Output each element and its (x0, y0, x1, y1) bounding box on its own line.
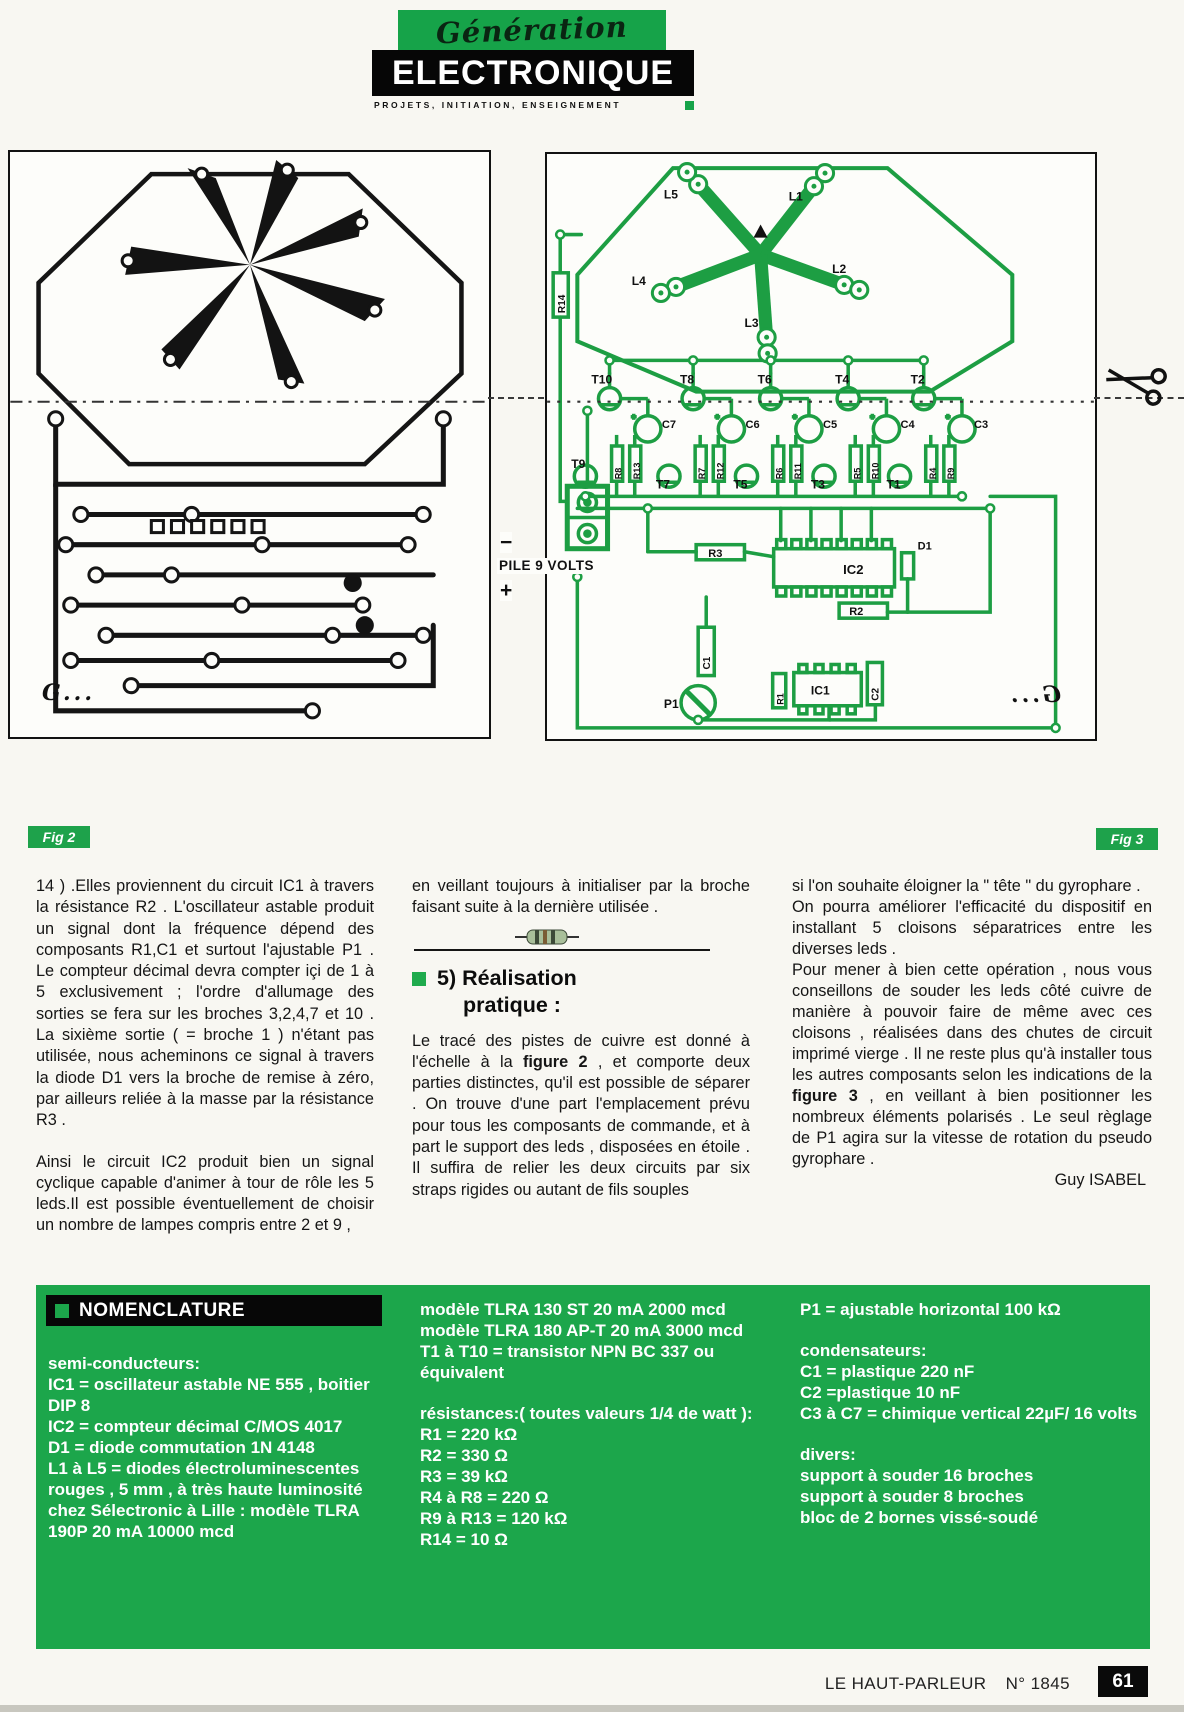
battery-minus-sign: − (500, 531, 513, 554)
nomenclature-item: IC2 = compteur décimal C/MOS 4017 (48, 1417, 343, 1436)
battery-label: PILE 9 VOLTS (499, 558, 595, 573)
fig3-caption: Fig 3 (1096, 828, 1158, 850)
page-number-badge: 61 (1098, 1666, 1148, 1697)
nomenclature-item: condensateurs: (800, 1341, 927, 1360)
nomenclature-panel (36, 1285, 1150, 1649)
component-label-r5: R5 (852, 467, 863, 480)
cut-line-segment (488, 397, 544, 399)
nomenclature-item: R2 = 330 Ω (420, 1446, 508, 1465)
component-label-c2: C2 (870, 687, 882, 701)
masthead-script-banner (398, 10, 666, 50)
component-label-l5: L5 (663, 187, 679, 202)
figure-reference: figure 3 (792, 1087, 858, 1105)
nomenclature-item: divers: (800, 1445, 856, 1464)
footer-journal-line (640, 1674, 1070, 1694)
component-label-t3: T3 (810, 477, 826, 492)
nomenclature-spacer (800, 1424, 1142, 1444)
component-label-ic1: IC1 (810, 683, 830, 698)
component-label-c1: C1 (702, 656, 714, 670)
green-square-bullet-icon (412, 972, 426, 986)
component-label-r6: R6 (774, 467, 785, 480)
author-byline: Guy ISABEL (1054, 1171, 1146, 1189)
paragraph: On pourra améliorer l'efficacité du dispositif en installant 5 cloisons séparatrices entre les diverses leds . (792, 898, 1152, 958)
battery-plus-sign: + (500, 579, 513, 602)
issue-number: N° 1845 (1005, 1674, 1070, 1693)
nomenclature-header (46, 1295, 382, 1326)
component-label-t7: T7 (655, 477, 670, 492)
component-label-r10: R10 (870, 462, 881, 480)
component-label-l1: L1 (788, 189, 803, 204)
component-label-p1: P1 (663, 696, 679, 711)
fig3-component-artwork (547, 154, 1095, 739)
nomenclature-column-3 (800, 1299, 1142, 1528)
component-label-d1: D1 (917, 540, 932, 553)
component-label-c4: C4 (900, 418, 915, 431)
masthead-square-icon (685, 101, 694, 110)
component-label-r3: R3 (708, 547, 723, 560)
paragraph: 14 ) .Elles proviennent du circuit IC1 à travers la résistance R2 . L'oscillateur astable produit un signal dont la fréquence dépend des composants R1,C1 et surtout l'ajustable P1 . Le compteur décimal devra compter içi de 1 à 5 exclusivement ; l'ordre d'allumage des sorties se fera sur les broches 3,2,4,7 et 10 . La sixième sortie ( = broche 1 ) n'étant pas utilisée, nous acheminons ce signal à travers la diode D1 vers la broche de remise à zéro, par ailleurs reliée à la masse par la résistance R3 . (36, 877, 374, 1130)
component-label-c6: C6 (745, 418, 760, 431)
section-divider-rule (414, 949, 710, 951)
scissors-icon (1099, 353, 1173, 416)
article-column-3 (792, 876, 1152, 1191)
component-label-ic2: IC2 (843, 561, 864, 577)
article-column-1 (36, 876, 374, 1237)
nomenclature-item: R4 à R8 = 220 Ω (420, 1488, 549, 1507)
component-label-r9: R9 (945, 467, 956, 480)
nomenclature-item: support à souder 16 broches (800, 1466, 1034, 1485)
component-label-r7: R7 (697, 467, 708, 480)
masthead-tagline: PROJETS, INITIATION, ENSEIGNEMENT (374, 100, 622, 110)
section-heading-line2: pratique : (463, 992, 561, 1017)
journal-name: LE HAUT-PARLEUR (824, 1674, 987, 1693)
nomenclature-item: bloc de 2 bornes vissé-soudé (800, 1508, 1039, 1527)
component-label-r1: R1 (775, 693, 786, 705)
component-label-r8: R8 (613, 467, 624, 480)
component-label-r14: R14 (557, 294, 569, 314)
component-label-t4: T4 (835, 372, 850, 387)
paragraph: si l'on souhaite éloigner la " tête " du gyrophare . (792, 877, 1141, 895)
component-label-l3: L3 (744, 316, 759, 331)
nomenclature-item: D1 = diode commutation 1N 4148 (48, 1438, 315, 1457)
paragraph (792, 960, 1152, 1170)
nomenclature-item: IC1 = oscillateur astable NE 555 , boitier DIP 8 (48, 1375, 370, 1415)
green-square-bullet-icon (55, 1304, 69, 1318)
nomenclature-spacer (420, 1383, 776, 1403)
paragraph: en veillant toujours à initialiser par la broche faisant suite à la dernière utilisée . (412, 877, 750, 917)
nomenclature-column-2 (420, 1299, 776, 1550)
section-heading (412, 965, 750, 1019)
section-heading-line1: 5) Réalisation (437, 965, 577, 990)
nomenclature-item: L1 à L5 = diodes électroluminescentes rouges , 5 mm , à très haute luminosité chez Sélectronic à Lille : modèle TLRA 190P 20 mA 10000 mcd (48, 1459, 363, 1541)
nomenclature-column-1 (48, 1353, 396, 1542)
component-label-c5: C5 (823, 418, 838, 431)
scan-edge-shadow (0, 1705, 1184, 1712)
component-label-t1: T1 (886, 477, 901, 492)
article-column-2 (412, 876, 750, 1201)
masthead-tagline-row (374, 100, 694, 110)
nomenclature-item: R3 = 39 kΩ (420, 1467, 508, 1486)
paragraph-text: , en veillant à bien positionner les nombreux éléments polarisés . Le seul règlage de P1 agira sur la vitesse de rotation du pseudo gyrophare . (792, 1087, 1152, 1168)
masthead-title: ELECTRONIQUE (372, 50, 694, 96)
component-label-r13: R13 (631, 462, 642, 480)
figure-reference: figure 2 (522, 1052, 588, 1071)
paragraph-text: Le tracé des pistes de cuivre est donné à l'échelle à la (412, 1031, 750, 1071)
nomenclature-item: support à souder 8 broches (800, 1487, 1024, 1506)
component-label-t8: T8 (680, 372, 695, 387)
nomenclature-spacer (800, 1320, 1142, 1340)
component-label-t9: T9 (571, 457, 586, 472)
pcb-figure-2 (8, 150, 491, 739)
component-label-t5: T5 (733, 477, 748, 492)
nomenclature-item: T1 à T10 = transistor NPN BC 337 ou équivalent (420, 1342, 715, 1382)
component-label-r2: R2 (849, 606, 864, 619)
nomenclature-item: P1 = ajustable horizontal 100 kΩ (800, 1300, 1061, 1319)
component-label-t2: T2 (910, 372, 925, 387)
nomenclature-title: NOMENCLATURE (79, 1299, 246, 1321)
component-label-l2: L2 (832, 261, 847, 276)
nomenclature-item: C2 =plastique 10 nF (800, 1383, 961, 1402)
pcb-figure-3 (545, 152, 1097, 741)
component-label-l4: L4 (631, 273, 646, 288)
component-label-t6: T6 (757, 372, 772, 387)
nomenclature-item: modèle TLRA 180 AP-T 20 mA 3000 mcd (420, 1321, 744, 1340)
paragraph-text: , et comporte deux parties distinctes, qu'il est possible de séparer . On trouve d'une part l'emplacement prévu pour tous les composants de commande, et à part le support des leds , disposées en étoile . Il suffira de relier les deux circuits par six straps rigides ou autant de fils souples (412, 1052, 750, 1199)
fig2-pcb-artwork (10, 152, 489, 737)
masthead-script-title: Génération (435, 9, 629, 51)
nomenclature-item: R9 à R13 = 120 kΩ (420, 1509, 568, 1528)
component-label-c7: C7 (661, 418, 677, 431)
paragraph (412, 1031, 750, 1201)
nomenclature-item: C1 = plastique 220 nF (800, 1362, 975, 1381)
fig2-caption: Fig 2 (28, 826, 90, 848)
fig2-signature: G... (42, 680, 95, 706)
resistor-illustration-icon (515, 927, 579, 953)
component-label-t10: T10 (591, 372, 613, 387)
nomenclature-item: R1 = 220 kΩ (420, 1425, 518, 1444)
component-label-c3: C3 (974, 418, 989, 431)
paragraph: Ainsi le circuit IC2 produit bien un signal cyclique capable d'animer à tour de rôle les 5 leds.Il est possible éventuellement de choisir un nombre de lampes compris entre 2 et 9 , (36, 1152, 374, 1235)
section-heading-text (437, 965, 577, 1019)
paragraph-text: Pour mener à bien cette opération , nous vous conseillons de souder les leds côté cuivre de manière à pouvoir faire de même avec ces cloisons , réalisées dans des chutes de circuit imprimé vierge . Il ne reste plus qu'à installer tous les autres composants selon les indications de la (792, 961, 1152, 1084)
nomenclature-item: C3 à C7 = chimique vertical 22µF/ 16 volts (800, 1404, 1138, 1423)
nomenclature-item: résistances:( toutes valeurs 1/4 de watt ): (420, 1404, 753, 1423)
nomenclature-item: semi-conducteurs: (48, 1354, 201, 1373)
nomenclature-item: R14 = 10 Ω (420, 1530, 508, 1549)
nomenclature-item: modèle TLRA 130 ST 20 mA 2000 mcd (420, 1300, 726, 1319)
component-label-r4: R4 (927, 467, 938, 480)
component-label-r12: R12 (715, 462, 726, 480)
component-label-r11: R11 (792, 463, 803, 480)
fig3-signature-mirrored: G... (1008, 682, 1061, 708)
